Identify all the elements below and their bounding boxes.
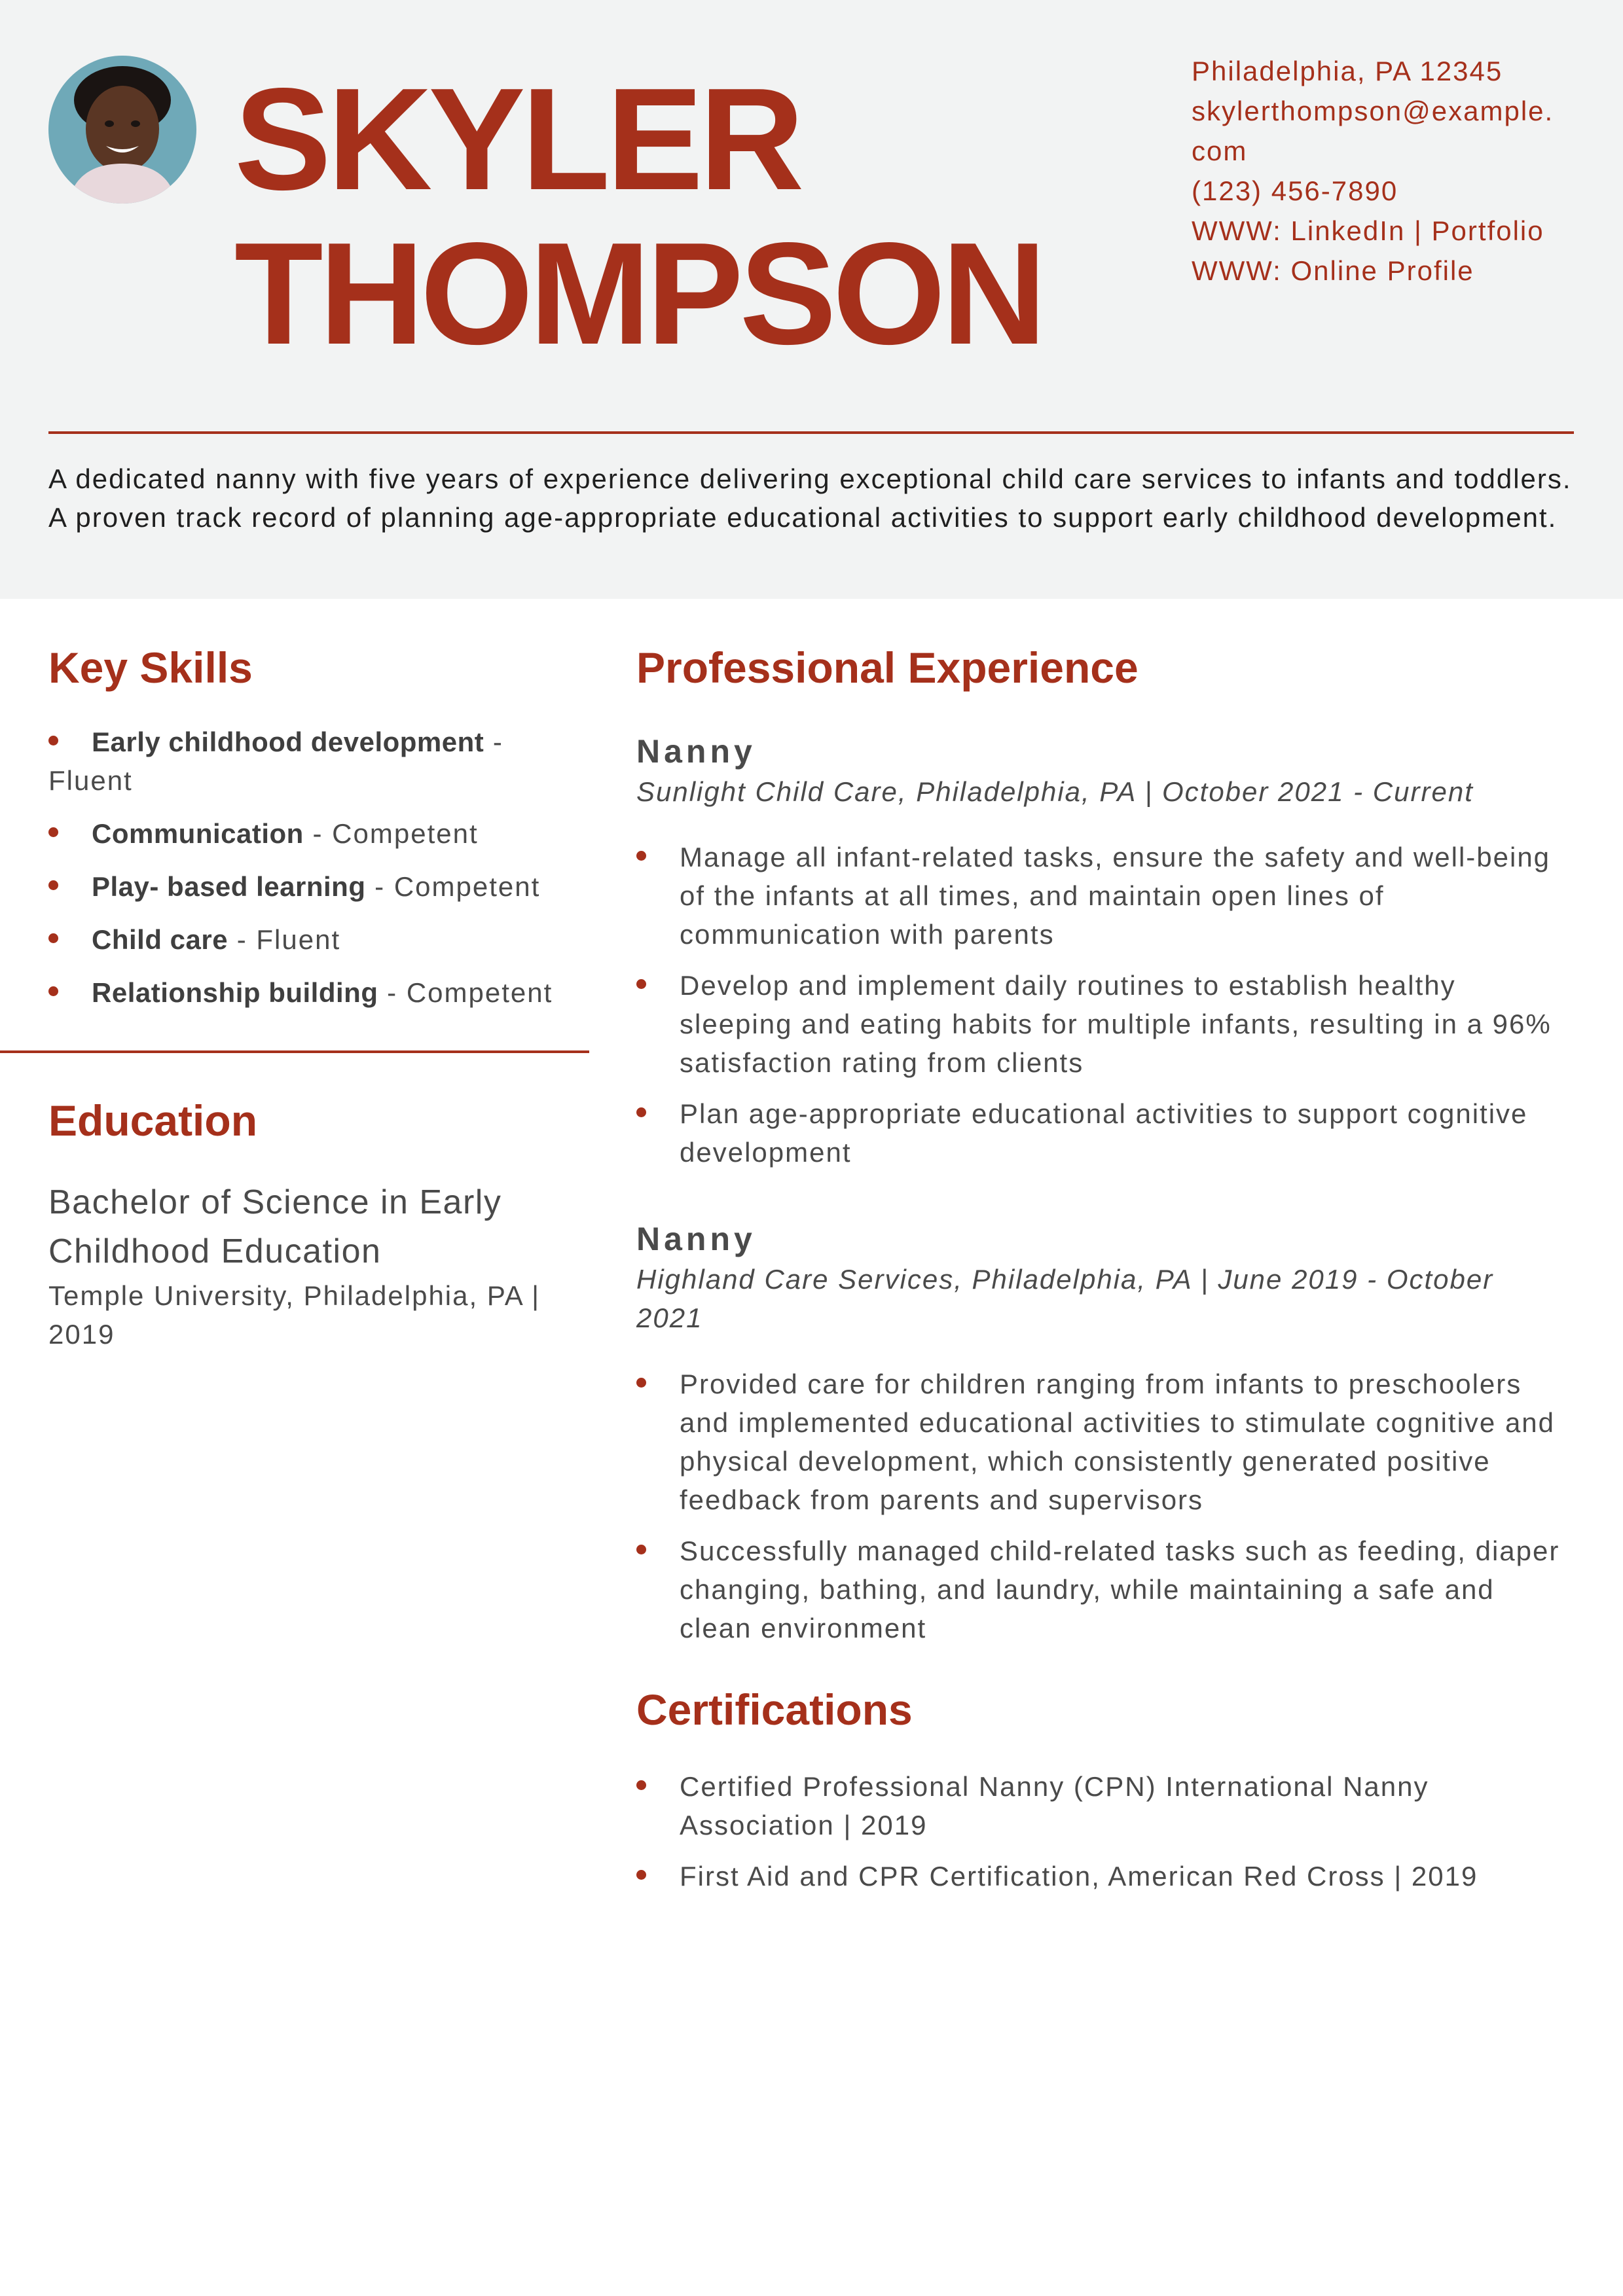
skill-separator: -: [365, 871, 394, 902]
summary-text: A dedicated nanny with five years of experience delivering exceptional child care services to infants and toddlers. A proven track record of planning age-appropriate educational activities to support early childhood development.: [48, 463, 1572, 533]
avatar: [48, 56, 196, 204]
skill-item: [48, 867, 585, 906]
school-info: Temple University, Philadelphia, PA | 2019: [48, 1280, 541, 1350]
skill-item: [48, 920, 585, 959]
job-bullet: [636, 1365, 1574, 1519]
skill-level: Competent: [332, 818, 479, 849]
skill-level: Competent: [393, 871, 541, 902]
job-title: Nanny: [636, 733, 756, 770]
skill-name: Early childhood development: [92, 726, 484, 757]
certifications-list: [636, 1767, 1574, 1908]
skill-separator: -: [228, 924, 257, 955]
skill-name: Play- based learning: [92, 871, 366, 902]
job-bullet: [636, 1532, 1574, 1647]
contact-location: Philadelphia, PA 12345: [1192, 56, 1503, 86]
job-meta: Highland Care Services, Philadelphia, PA | June 2019 - October 2021: [636, 1264, 1494, 1333]
skill-level: Competent: [406, 977, 553, 1008]
job-title: Nanny: [636, 1221, 756, 1257]
job-bullet-text: Successfully managed child-related tasks such as feeding, diaper changing, bathing, and laundry, while maintaining a safe and clean environment: [680, 1535, 1560, 1643]
contact-phone: (123) 456-7890: [1192, 175, 1398, 206]
contact-block: [1192, 51, 1584, 291]
bullet-icon: [636, 1378, 646, 1388]
header-band: [0, 0, 1623, 599]
experience-heading: Professional Experience: [636, 643, 1139, 692]
job-bullet-text: Manage all infant-related tasks, ensure the safety and well-being of the infants at all times, and maintain open lines of communication with parents: [680, 842, 1551, 950]
candidate-name: [234, 58, 1043, 375]
skill-separator: -: [484, 726, 503, 757]
job-bullet-text: Plan age-appropriate educational activities to support cognitive development: [680, 1098, 1528, 1168]
certification-item: [636, 1857, 1574, 1895]
skill-item: [48, 723, 585, 800]
education-heading: Education: [48, 1096, 258, 1145]
certification-text: Certified Professional Nanny (CPN) International Nanny Association | 2019: [680, 1771, 1429, 1840]
job-bullet-text: Provided care for children ranging from infants to preschoolers and implemented educational activities to stimulate cognitive and physical development, which consistently generated positive feedback from parents and supervisors: [680, 1369, 1556, 1515]
bullet-icon: [636, 979, 646, 989]
job-meta: Sunlight Child Care, Philadelphia, PA | October 2021 - Current: [636, 776, 1474, 807]
skill-level: Fluent: [256, 924, 341, 955]
contact-profile[interactable]: WWW: Online Profile: [1192, 255, 1474, 286]
skill-name: Child care: [92, 924, 228, 955]
certifications-heading: Certifications: [636, 1685, 913, 1734]
job-bullet: [636, 966, 1574, 1082]
job-bullet: [636, 838, 1574, 954]
bullet-icon: [636, 1545, 646, 1554]
contact-links[interactable]: WWW: LinkedIn | Portfolio: [1192, 215, 1544, 246]
last-name: THOMPSON: [234, 213, 1043, 375]
skills-heading: Key Skills: [48, 643, 253, 692]
header-divider: [48, 431, 1574, 434]
contact-email[interactable]: skylerthompson@example.: [1192, 96, 1554, 126]
contact-email-continued[interactable]: com: [1192, 135, 1248, 166]
skill-separator: -: [378, 977, 407, 1008]
bullet-icon: [636, 851, 646, 861]
job-bullet: [636, 1094, 1574, 1172]
skill-name: Relationship building: [92, 977, 378, 1008]
bullet-icon: [48, 827, 58, 837]
bullet-icon: [48, 933, 58, 943]
bullet-icon: [636, 1780, 646, 1790]
bullet-icon: [636, 1107, 646, 1117]
skill-item: [48, 814, 585, 853]
skill-separator: -: [303, 818, 333, 849]
skill-level: Fluent: [48, 765, 133, 796]
skill-name: Communication: [92, 818, 304, 849]
job-bullet-text: Develop and implement daily routines to establish healthy sleeping and eating habits for multiple infants, resulting in a 96% satisfaction rating from clients: [680, 970, 1552, 1078]
certification-item: [636, 1767, 1574, 1844]
degree-name: Bachelor of Science in Early Childhood Education: [48, 1183, 502, 1270]
bullet-icon: [48, 736, 58, 745]
skill-item: [48, 973, 585, 1012]
bullet-icon: [48, 986, 58, 996]
first-name: SKYLER: [234, 58, 801, 221]
skills-divider: [0, 1050, 589, 1053]
job-bullets: [636, 838, 1574, 1184]
bullet-icon: [636, 1870, 646, 1880]
bullet-icon: [48, 880, 58, 890]
job-bullets: [636, 1365, 1574, 1660]
certification-text: First Aid and CPR Certification, American Red Cross | 2019: [680, 1861, 1478, 1892]
skills-list: [48, 723, 585, 1026]
